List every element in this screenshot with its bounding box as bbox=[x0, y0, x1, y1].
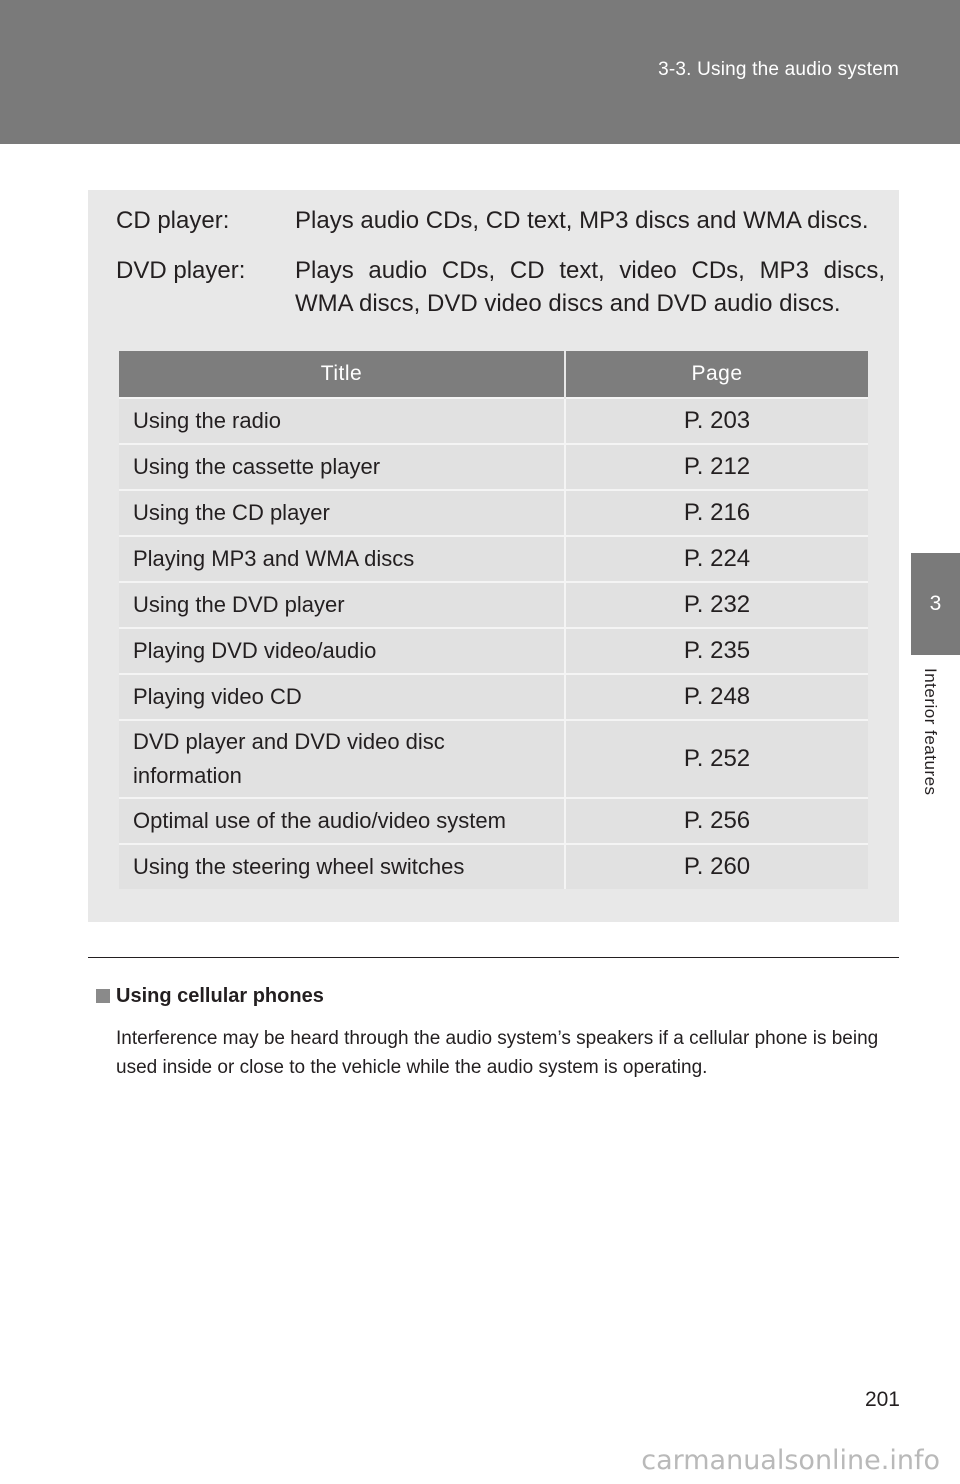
row-title bbox=[119, 720, 565, 798]
table-row bbox=[119, 490, 868, 536]
row-title-line: information bbox=[133, 763, 242, 788]
definition-description: Plays audio CDs, CD text, MP3 discs and WMA discs. bbox=[295, 207, 869, 234]
row-page: P. 256 bbox=[565, 798, 868, 844]
row-page: P. 212 bbox=[565, 444, 868, 490]
note-heading-text: Using cellular phones bbox=[116, 985, 324, 1007]
row-title: Playing MP3 and WMA discs bbox=[119, 536, 565, 582]
table-header-row bbox=[119, 351, 868, 398]
square-bullet-icon bbox=[96, 989, 110, 1003]
table-row bbox=[119, 720, 868, 798]
column-header-page: Page bbox=[565, 351, 868, 398]
row-title: Using the DVD player bbox=[119, 582, 565, 628]
definition-dvd-player bbox=[116, 254, 884, 320]
table-row bbox=[119, 628, 868, 674]
row-title: Using the cassette player bbox=[119, 444, 565, 490]
column-header-title: Title bbox=[119, 351, 565, 398]
section-divider bbox=[88, 957, 899, 958]
definition-term: DVD player: bbox=[116, 257, 246, 284]
row-title: Playing video CD bbox=[119, 674, 565, 720]
table-row bbox=[119, 536, 868, 582]
watermark: carmanualsonline.info bbox=[641, 1445, 940, 1476]
row-title: Using the steering wheel switches bbox=[119, 844, 565, 889]
row-page: P. 252 bbox=[565, 720, 868, 798]
row-title: Playing DVD video/audio bbox=[119, 628, 565, 674]
table-row bbox=[119, 844, 868, 889]
table-row bbox=[119, 674, 868, 720]
info-panel bbox=[88, 190, 899, 922]
row-title: Using the radio bbox=[119, 398, 565, 444]
row-page: P. 203 bbox=[565, 398, 868, 444]
definition-description bbox=[295, 254, 885, 320]
table-row bbox=[119, 798, 868, 844]
note-heading bbox=[96, 985, 324, 1008]
row-title-line: DVD player and DVD video disc bbox=[133, 729, 445, 754]
page-number: 201 bbox=[864, 1388, 900, 1411]
row-page: P. 248 bbox=[565, 674, 868, 720]
definition-term: CD player: bbox=[116, 207, 230, 234]
row-page: P. 260 bbox=[565, 844, 868, 889]
definition-line: WMA discs, DVD video discs and DVD audio discs. bbox=[295, 290, 841, 317]
page-header bbox=[0, 0, 960, 144]
section-title: 3-3. Using the audio system bbox=[658, 59, 899, 80]
row-page: P. 235 bbox=[565, 628, 868, 674]
row-page: P. 216 bbox=[565, 490, 868, 536]
contents-table bbox=[119, 351, 868, 889]
note-body: Interference may be heard through the audio system’s speakers if a cellular phone is being used inside or close to the vehicle while the audio system is operating. bbox=[116, 1028, 879, 1078]
definition-line: Plays audio CDs, CD text, video CDs, MP3 discs, bbox=[295, 257, 885, 284]
row-title: Optimal use of the audio/video system bbox=[119, 798, 565, 844]
row-page: P. 232 bbox=[565, 582, 868, 628]
row-title: Using the CD player bbox=[119, 490, 565, 536]
chapter-tab: 3 bbox=[911, 553, 960, 655]
table-row bbox=[119, 444, 868, 490]
row-page: P. 224 bbox=[565, 536, 868, 582]
table-row bbox=[119, 398, 868, 444]
table-row bbox=[119, 582, 868, 628]
chapter-label: Interior features bbox=[921, 668, 940, 796]
